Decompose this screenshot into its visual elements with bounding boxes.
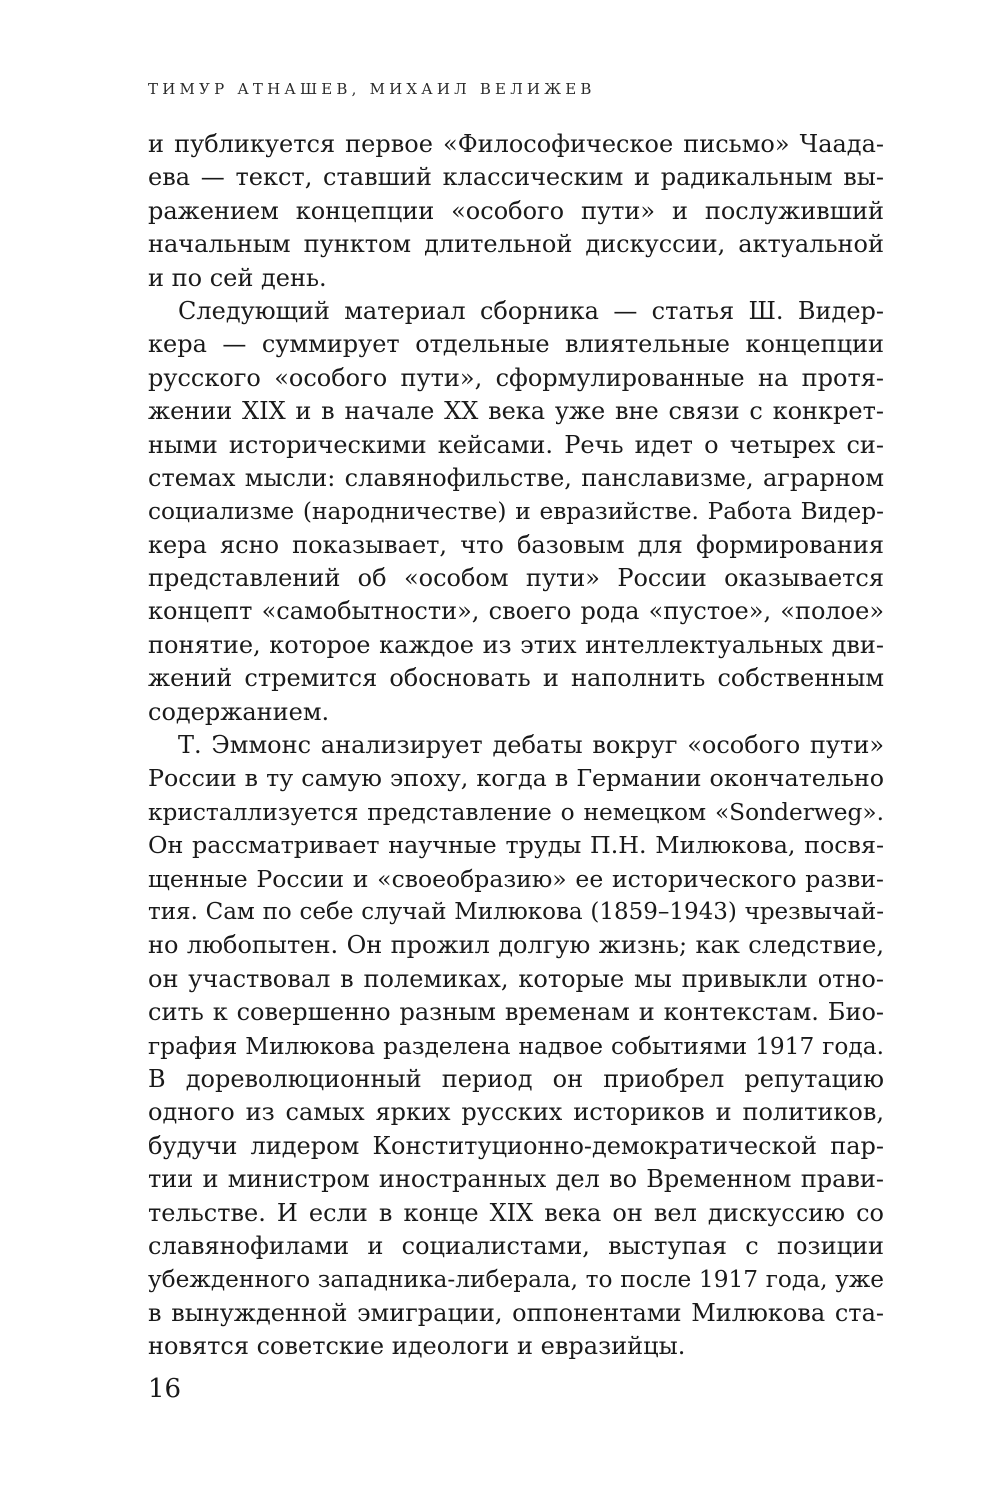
text-line: сить к совершенно разным временам и контекстам. Био- — [148, 998, 884, 1027]
text-line: и публикуется первое «Философическое письмо» Чаада- — [148, 130, 884, 158]
text-line: Т. Эммонс анализирует дебаты вокруг «особого пути» — [178, 731, 884, 760]
text-line: убежденного западника-либерала, то после 1917 года, уже — [148, 1266, 884, 1294]
text-line: России в ту самую эпоху, когда в Германии окончательно — [148, 764, 884, 793]
text-line: жений стремится обосновать и наполнить собственным — [148, 664, 884, 693]
text-line: щенные России и «своеобразию» ее исторического разви- — [148, 864, 884, 893]
text-line: новятся советские идеологи и евразийцы. — [148, 1332, 686, 1361]
text-line: Он рассматривает научные труды П.Н. Милюкова, посвя- — [148, 831, 884, 860]
text-line: концепт «самобытности», своего рода «пустое», «полое» — [148, 597, 884, 626]
text-line: он участвовал в полемиках, которые мы привыкли отно- — [148, 964, 884, 993]
text-line: кера — суммирует отдельные влиятельные концепции — [148, 330, 884, 359]
text-line: Следующий материал сборника — статья Ш. Видер- — [178, 296, 884, 325]
text-line: ными историческими кейсами. Речь идет о четырех си- — [148, 430, 884, 459]
text-line: содержанием. — [148, 697, 330, 726]
body-text — [148, 128, 884, 1363]
text-line: социализме (народничестве) и евразийстве. Работа Видер- — [148, 498, 884, 526]
text-line: одного из самых ярких русских историков и политиков, — [148, 1098, 884, 1127]
page-number: 16 — [148, 1374, 182, 1404]
text-line: жении XIX и в начале XX века уже вне связи с конкрет- — [148, 397, 884, 426]
text-line: русского «особого пути», сформулированные на протя- — [148, 363, 884, 392]
text-line: в вынужденной эмиграции, оппонентами Милюкова ста- — [148, 1298, 884, 1327]
text-line: ражением концепции «особого пути» и послуживший — [148, 196, 884, 225]
text-line: славянофилами и социалистами, выступая с позиции — [148, 1231, 884, 1260]
text-line: но любопытен. Он прожил долгую жизнь; как следствие, — [148, 931, 884, 960]
text-line: тельстве. И если в конце XIX века он вел дискуссию со — [148, 1198, 884, 1227]
text-line: будучи лидером Конституционно-демократической пар- — [148, 1131, 884, 1160]
text-line: тия. Сам по себе случай Милюкова (1859–1943) чрезвычай- — [148, 898, 884, 925]
text-line: кристаллизуется представление о немецком «Sonderweg». — [148, 798, 884, 826]
text-line: ева — текст, ставший классическим и радикальным вы- — [148, 163, 884, 192]
text-line: понятие, которое каждое из этих интеллектуальных дви- — [148, 630, 884, 659]
text-line: стемах мысли: славянофильстве, панславизме, аграрном — [148, 463, 884, 492]
text-line: начальным пунктом длительной дискуссии, актуальной — [148, 230, 884, 259]
text-line: кера ясно показывает, что базовым для формирования — [148, 530, 884, 559]
text-line: и по сей день. — [148, 263, 327, 292]
text-line: графия Милюкова разделена надвое событиями 1917 года. — [148, 1032, 884, 1060]
text-line: В дореволюционный период он приобрел репутацию — [148, 1064, 884, 1093]
running-head: ТИМУР АТНАШЕВ, МИХАИЛ ВЕЛИЖЕВ — [148, 80, 596, 98]
text-line: представлений об «особом пути» России оказывается — [148, 564, 884, 593]
text-line: тии и министром иностранных дел во Временном прави- — [148, 1165, 884, 1194]
